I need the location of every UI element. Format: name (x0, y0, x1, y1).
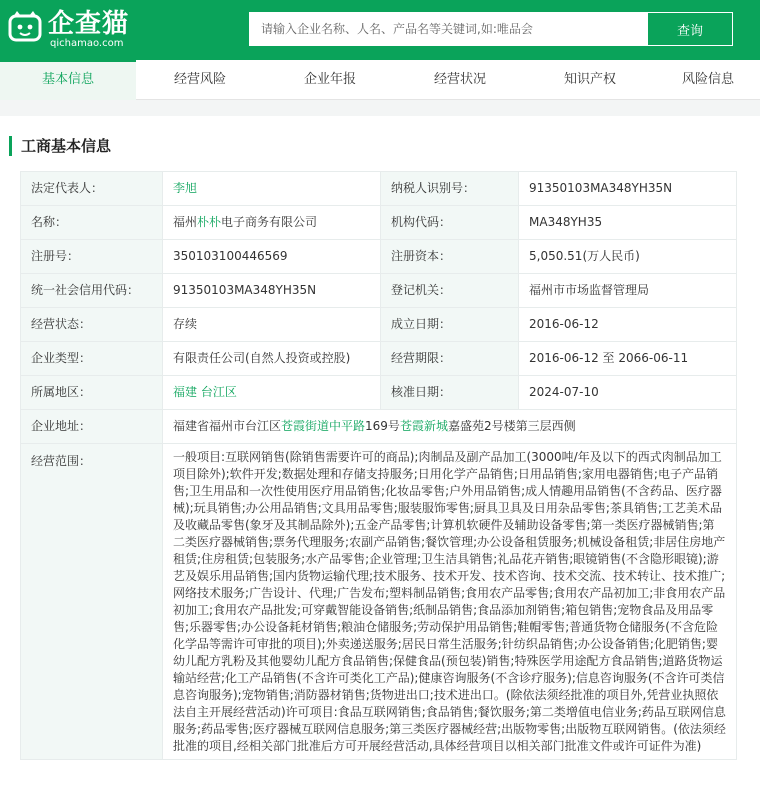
table-row (21, 444, 737, 760)
name-keyword-link[interactable]: 朴朴 (197, 215, 222, 229)
address-part: 福建省福州市台江区 (173, 419, 282, 433)
status-label: 经营状态： (21, 308, 163, 342)
tab-risk-info[interactable]: 风险信息 (681, 72, 734, 87)
search-input[interactable] (249, 12, 647, 46)
legal-rep-value (163, 172, 381, 206)
approval-value: 2024-07-10 (519, 376, 737, 410)
search-button[interactable]: 查询 (647, 12, 733, 46)
header (0, 0, 760, 60)
legal-rep-label: 法定代表人： (21, 172, 163, 206)
section-title: 工商基本信息 (9, 136, 111, 156)
credit-code-label: 统一社会信用代码： (21, 274, 163, 308)
logo-subtext: qichamao.com (50, 38, 124, 49)
table-row (21, 376, 737, 410)
table-row (21, 206, 737, 240)
term-value: 2016-06-12 至 2066-06-11 (519, 342, 737, 376)
status-value: 存续 (163, 308, 381, 342)
type-label: 企业类型： (21, 342, 163, 376)
logo-cat-icon (8, 10, 42, 44)
approval-label: 核准日期： (381, 376, 519, 410)
address-label: 企业地址： (21, 410, 163, 444)
address-street-link[interactable]: 苍霞街道中平路 (281, 419, 366, 433)
taxpayer-id-value: 91350103MA348YH35N (519, 172, 737, 206)
reg-no-label: 注册号： (21, 240, 163, 274)
legal-rep-link[interactable]: 李旭 (173, 181, 198, 195)
capital-label: 注册资本： (381, 240, 519, 274)
founded-value: 2016-06-12 (519, 308, 737, 342)
credit-code-value: 91350103MA348YH35N (163, 274, 381, 308)
org-code-value: MA348YH35 (519, 206, 737, 240)
taxpayer-id-label: 纳税人识别号： (381, 172, 519, 206)
region-value (163, 376, 381, 410)
org-code-label: 机构代码： (381, 206, 519, 240)
tab-business-risk[interactable]: 经营风险 (173, 72, 226, 87)
tab-business-status[interactable]: 经营状况 (433, 72, 486, 87)
section-divider (0, 100, 760, 116)
name-label: 名称： (21, 206, 163, 240)
authority-label: 登记机关： (381, 274, 519, 308)
table-row (21, 240, 737, 274)
term-label: 经营期限： (381, 342, 519, 376)
tab-annual-report[interactable]: 企业年报 (303, 72, 356, 87)
address-part: 169号 (365, 419, 400, 433)
table-row (21, 172, 737, 206)
scope-label: 经营范围： (21, 444, 163, 760)
logo[interactable] (8, 8, 138, 52)
name-part: 电子商务有限公司 (221, 215, 318, 229)
region-district-link[interactable]: 台江区 (200, 385, 237, 399)
region-label: 所属地区： (21, 376, 163, 410)
type-value: 有限责任公司(自然人投资或控股) (163, 342, 381, 376)
authority-value: 福州市市场监督管理局 (519, 274, 737, 308)
business-info-table (20, 171, 737, 760)
founded-label: 成立日期： (381, 308, 519, 342)
table-row (21, 308, 737, 342)
address-part: 嘉盛苑2号楼第三层西侧 (447, 419, 576, 433)
region-province-link[interactable]: 福建 (173, 385, 198, 399)
tab-intellectual-property[interactable]: 知识产权 (563, 72, 616, 87)
capital-value: 5,050.51(万人民币) (519, 240, 737, 274)
name-part: 福州 (173, 215, 198, 229)
nav-tabs (0, 60, 760, 100)
name-value (163, 206, 381, 240)
address-community-link[interactable]: 苍霞新城 (399, 419, 448, 433)
reg-no-value: 350103100446569 (163, 240, 381, 274)
logo-text: 企查猫 (48, 9, 130, 39)
table-row (21, 342, 737, 376)
scope-value: 一般项目:互联网销售(除销售需要许可的商品);肉制品及副产品加工(3000吨/年及以下的西式肉制品加工项目除外);软件开发;数据处理和存储支持服务;日用化学产品销售;日用品销售;家用电器销售;电子产品销售;卫生用品和一次性使用医疗用品销售;化妆品零售;户外用品销售;成人情趣用品销售(不含药品、医疗器械);玩具销售;办公用品销售;文具用品零售;服装服饰零售;厨具卫具及日用杂品零售;茶具销售;工艺美术品及收藏品零售(象牙及其制品除外);五金产品零售;计算机软硬件及辅助设备零售;第一类医疗器械销售;第二类医疗器械销售;票务代理服务;农副产品销售;餐饮管理;办公设备租赁服务;机械设备租赁;非居住房地产租赁;住房租赁;包装服务;水产品零售;企业管理;卫生洁具销售;礼品花卉销售;眼镜销售(不含隐形眼镜);游艺及娱乐用品销售;国内货物运输代理;技术服务、技术开发、技术咨询、技术交流、技术转让、技术推广;网络技术服务;广告设计、代理;广告发布;塑料制品销售;食用农产品零售;食用农产品初加工;非食用农产品初加工;食用农产品批发;可穿戴智能设备销售;纸制品销售;食品添加剂销售;箱包销售;宠物食品及用品零售;乐器零售;办公设备耗材销售;粮油仓储服务;劳动保护用品销售;鞋帽零售;普通货物仓储服务(不含危险化学品等需许可审批的项目);外卖递送服务;居民日常生活服务;针纺织品销售;办公设备销售;化肥销售;婴幼儿配方乳粉及其他婴幼儿配方食品销售;保健食品(预包装)销售;特殊医学用途配方食品销售;道路货物运输站经营;化工产品销售(不含许可类化工产品);健康咨询服务(不含诊疗服务);信息咨询服务(不含许可类信息咨询服务);宠物销售;消防器材销售;货物进出口;技术进出口。(除依法须经批准的项目外,凭营业执照依法自主开展经营活动)许可项目:食品互联网销售;食品销售;餐饮服务;第二类增值电信业务;药品互联网信息服务;药品零售;医疗器械互联网信息服务;第三类医疗器械经营;出版物零售;出版物互联网销售。(依法须经批准的项目,经相关部门批准后方可开展经营活动,具体经营项目以相关部门批准文件或许可证件为准) (163, 444, 737, 760)
address-value (163, 410, 737, 444)
tab-basic-info[interactable]: 基本信息 (0, 60, 136, 100)
table-row (21, 274, 737, 308)
table-row (21, 410, 737, 444)
